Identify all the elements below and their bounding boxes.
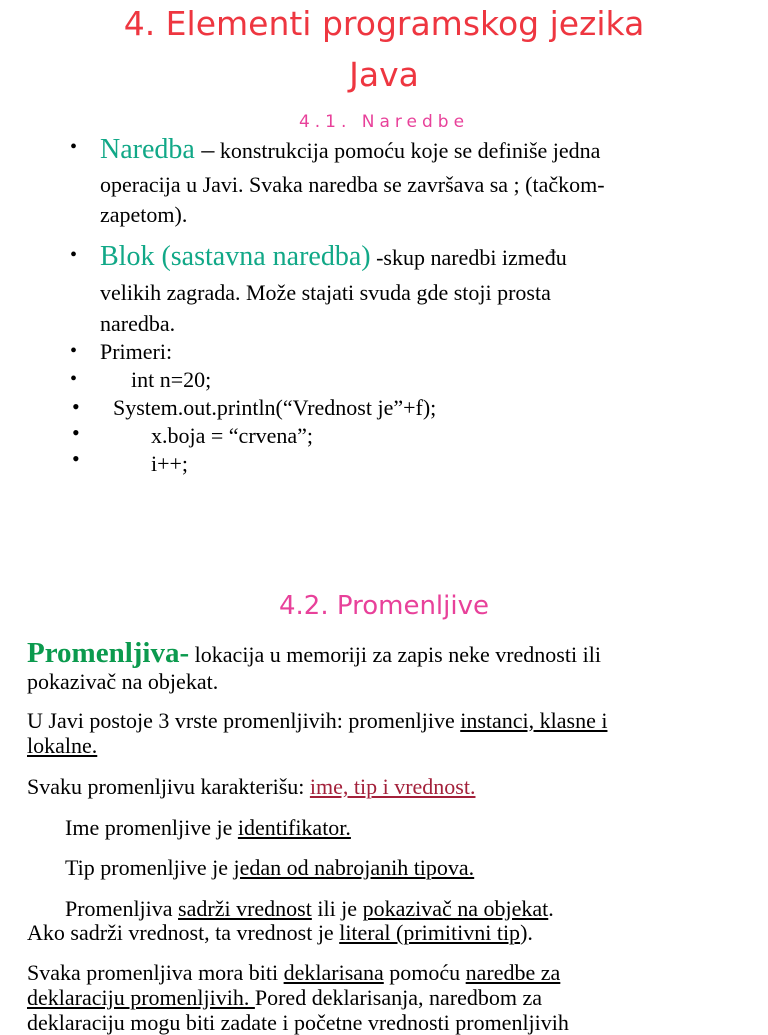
ime-line: Ime promenljive je identifikator. <box>65 815 351 840</box>
promenljiva-def2: pokazivač na objekat. <box>27 669 219 694</box>
bullet-icon: • <box>70 368 78 390</box>
bullet-icon: • <box>72 446 80 471</box>
primer-item: int n=20; <box>131 367 212 392</box>
vrste-line1: U Javi postoje 3 vrste promenljivih: promenljive instanci, klasne i <box>27 708 608 733</box>
vrste-link: instanci, klasne i <box>460 708 608 733</box>
naredba-line3: zapetom). <box>100 202 188 227</box>
sadrzi-line2: Ako sadrži vrednost, ta vrednost je literal (primitivni tip). <box>27 920 533 945</box>
bullet-icon: • <box>70 244 78 266</box>
karakterisu-line: Svaku promenljivu karakterišu: ime, tip i vrednost. <box>27 774 476 799</box>
blok-term: Blok (sastavna naredba) <box>100 241 371 272</box>
promenljiva-term: Promenljiva <box>27 637 180 669</box>
primer-item: x.boja = “crvena”; <box>151 423 314 448</box>
section-subtitle: 4.1. Naredbe <box>298 112 470 132</box>
naredba-line2: operacija u Javi. Svaka naredba se završava sa ; (tačkom- <box>100 172 605 197</box>
bullet-icon: • <box>72 420 80 445</box>
bullet-icon: • <box>70 136 78 158</box>
tip-line: Tip promenljive je jedan od nabrojanih tipova. <box>65 855 475 880</box>
primeri-label: Primeri: <box>100 339 173 364</box>
deklaracija-line3: deklaraciju mogu biti zadate i početne vrednosti promenljivih <box>27 1010 569 1035</box>
sadrzi-line1: Promenljiva sadrži vrednost ili je pokazivač na objekat. <box>65 896 554 921</box>
primer-item: i++; <box>151 451 189 476</box>
promenljiva-def: Promenljiva- lokacija u memoriji za zapis neke vrednosti ili <box>27 637 601 669</box>
section2-title: 4.2. Promenljive <box>279 591 489 621</box>
vrste-line2: lokalne. <box>27 733 98 758</box>
blok-line2: velikih zagrada. Može stajati svuda gde stoji prosta <box>100 280 551 305</box>
blok-line1: Blok (sastavna naredba) -skup naredbi između <box>100 241 567 272</box>
deklaracija-line2: deklaraciju promenljivih. Pored deklarisanja, naredbom za <box>27 985 542 1010</box>
naredba-line1: Naredba – konstrukcija pomoću koje se definiše jedna <box>100 134 601 165</box>
naredba-term: Naredba <box>100 134 195 165</box>
primer-item: System.out.println(“Vrednost je”+f); <box>113 395 437 420</box>
blok-line3: naredba. <box>100 311 176 336</box>
karakterisu-link: ime, tip i vrednost. <box>309 774 476 799</box>
deklaracija-line1: Svaka promenljiva mora biti deklarisana pomoću naredbe za <box>27 960 561 985</box>
bullet-icon: • <box>72 394 80 419</box>
bullet-icon: • <box>70 340 78 362</box>
page-title-line1: 4. Elementi programskog jezika <box>123 4 645 43</box>
page-title-line2: Java <box>349 55 419 94</box>
